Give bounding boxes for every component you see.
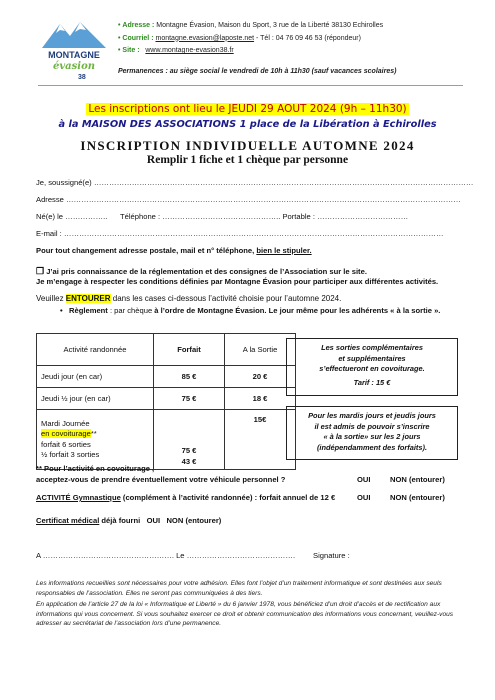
change-notice-text: Pour tout changement adresse postale, mail et n° téléphone, [36,246,257,255]
adresse-value: Montagne Évasion, Maison du Sport, 3 rue de la Liberté 38130 Echirolles [156,22,384,29]
site-label: Site : [122,47,140,54]
certificat-label: Certificat médical [36,516,100,525]
tarifs-table [36,333,296,470]
paiement-line [60,306,440,315]
certificat-line [36,516,221,525]
lieu-date-field[interactable]: A ……………………………………………. Le ……………………………………. [36,551,296,560]
complementary-line-3: s’effectueront en covoiturage. [319,364,425,373]
entourer-instruction [36,294,341,303]
change-notice-emphasis: bien le stipuler. [256,246,312,255]
entourer-keyword: ENTOURER [65,294,111,303]
inscriptions-date [0,103,495,115]
page-subtitle: Remplir 1 fiche et 1 chèque par personne [146,154,349,166]
row-sortie[interactable]: 18 € [225,388,296,410]
telephone-value: - Tél : 04 76 09 46 53 (répondeur) [256,34,361,42]
forfait-3-label: ½ forfait 3 sorties [41,450,100,459]
birthdate-field[interactable]: Né(e) le …………….. [36,212,108,221]
forfait-6-value[interactable]: 75 € [181,446,197,455]
inscription-info-line-1: Pour les mardis jours et jeudis jours [308,411,436,420]
row-forfait[interactable]: 75 € [154,388,225,410]
inscription-info-line-2: il est admis de pouvoir s’inscrire [314,421,430,431]
inscription-info-box [286,406,458,460]
site-link[interactable]: www.montagne-evasion38.fr [145,47,234,54]
paiement-emphasis: à l’ordre de Montagne Évasion. Le jour même pour les adhérents « à la sortie ». [154,306,441,315]
row-sortie[interactable]: 20 € [225,366,296,388]
complementary-tarif: Tarif : 15 € [353,377,391,387]
row-label-mardi [37,410,154,470]
contact-courriel [118,33,383,46]
adresse-field[interactable]: Adresse ………………………………………………………………………………………………………………………………………… [36,195,461,204]
signature-label: Signature : [313,551,350,560]
header-divider [38,85,463,86]
row-label: Jeudi jour (en car) [37,366,154,388]
covoiturage-asterisk: ** [90,429,97,438]
logo-text-montagne: MONTAGNE [48,50,100,60]
email-field[interactable]: E-mail : …………………………………………………………………………………………………………………………………… [36,229,444,238]
row-forfait-mardi[interactable] [154,410,225,470]
row-label: Jeudi ½ jour (en car) [37,388,154,410]
entourer-suffix: dans les cases ci-dessous l’activité choisie pour l’automne 2024. [110,294,342,303]
bullet-icon: • [118,34,121,42]
mardi-label: Mardi Journée [41,418,90,428]
bullet-icon: • [118,22,121,29]
forfait-3-value[interactable]: 43 € [181,456,197,466]
forfait-6-label: forfait 6 sorties [41,439,91,449]
complementary-line-1: Les sorties complémentaires [321,343,423,352]
table-row[interactable] [37,410,296,470]
header-forfait: Forfait [154,334,225,366]
reglement-line-2: Je m’engage à respecter les conditions définies par Montagne Évasion pour participer aux différentes activités. [36,277,439,286]
reglement-ack [36,266,367,277]
inscriptions-date-text: Les inscriptions ont lieu le JEUDI 29 AOUT 2024 (9h – 11h30) [88,103,407,115]
header-sortie: A la Sortie [225,334,296,366]
footer-paragraph-2: En application de l’article 27 de la loi « Informatique et Liberté » du 6 janvier 1978, vous bénéficiez d’un droit d’accès et de rectification aux informations qui vous concernent. Si vous souhaitez exercer ce droit et obtenir communication des informations vous concernant, veuillez-vous adresser au secrétariat de l’association lors d’une permanence. [36,601,454,628]
covoit-question-1: ** Pour l’activité en covoiturage , [36,464,155,473]
maison-associations: à la MAISON DES ASSOCIATIONS 1 place de la Libération à Echirolles [58,119,437,130]
bullet-icon: • [60,306,63,315]
montagne-evasion-logo [38,14,110,94]
gym-oui[interactable]: OUI [357,493,371,502]
courriel-label: Courriel : [122,34,154,42]
table-row[interactable] [37,388,296,410]
gym-line [36,493,335,502]
checkbox-icon[interactable]: ❒ [36,266,45,276]
inscription-info-line-4: (indépendamment des forfaits). [316,442,428,452]
complementary-line-2: et supplémentaires [338,353,406,363]
table-header-row [37,334,296,366]
gym-non[interactable]: NON (entourer) [390,493,445,502]
table-row[interactable] [37,366,296,388]
courriel-link[interactable]: montagne.evasion@laposte.net [155,34,255,42]
reglement-line-1: J’ai pris connaissance de la réglementation et des consignes de l’Association sur le site. [44,267,367,276]
logo-text-evasion: évasion [52,61,96,72]
contact-adresse [118,20,383,33]
soussigne-field[interactable]: Je, soussigné(e) …………………………………………………………………………………………………………………………………… [36,178,474,187]
covoiturage-label [41,429,149,440]
paiement-text: : par chèque [107,306,155,315]
covoit-question-2: acceptez-vous de prendre éventuellement votre véhicule personnel ? [36,475,286,484]
header-activite: Activité randonnée [37,334,154,366]
entourer-prefix: Veuillez [36,294,66,303]
row-sortie-mardi[interactable]: 15€ [225,410,296,470]
bullet-icon: • [118,47,121,54]
contact-block [118,20,383,58]
gym-label: ACTIVITÉ Gymnastique [36,493,121,502]
page-title: INSCRIPTION INDIVIDUELLE AUTOMNE 2024 [80,138,415,153]
permanences-text: Permanences : au siège social le vendredi de 10h à 11h30 (sauf vacances scolaires) [118,68,397,75]
contact-site [118,45,383,58]
complementary-box [286,338,458,396]
row-forfait[interactable]: 85 € [154,366,225,388]
covoit-oui[interactable]: OUI [357,475,371,484]
covoiturage-text: en covoiturage [41,429,91,438]
logo-text-38: 38 [78,74,86,81]
paiement-label: Règlement [69,306,108,315]
gym-text: (complément à l’activité randonnée) : forfait annuel de 12 € [120,493,336,502]
inscription-info-line-3: « à la sortie» sur les 2 jours [323,432,421,441]
certificat-text: déjà fourni [99,516,141,525]
covoit-non[interactable]: NON (entourer) [390,475,445,484]
change-notice [36,246,312,255]
certificat-oui[interactable]: OUI [146,516,161,525]
footer-paragraph-1: Les informations recueillies sont nécessaires pour votre adhésion. Elles font l’objet d’un traitement informatique et sont destinées aux seuls responsables de l’association. Elles ne seront pas communiquées à des tiers. [36,580,442,597]
certificat-non[interactable]: NON (entourer) [166,516,222,525]
adresse-label: Adresse : [122,22,155,29]
telephone-field[interactable]: Téléphone : ……………………………………….. Portable : ……………………………… [120,212,409,221]
